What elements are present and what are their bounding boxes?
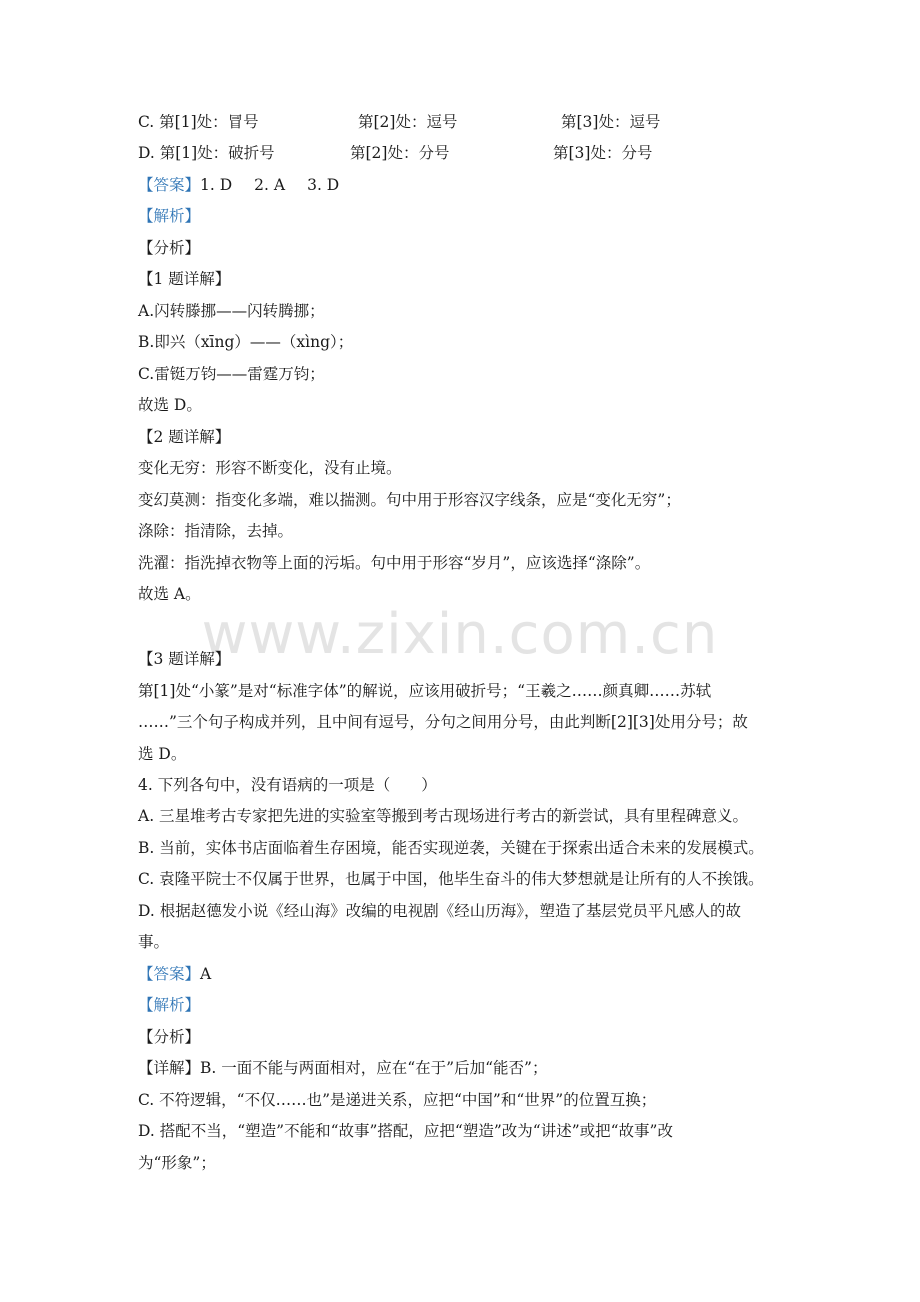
detail-1-line: C.雷铤万钧——雷霆万钧；	[138, 365, 325, 383]
detail-1-line: A.闪转滕挪——闪转腾挪；	[138, 302, 325, 320]
detail-2-line: 洗濯：指洗掉衣物等上面的污垢。句中用于形容“岁月”，应该选择“涤除”。	[138, 554, 651, 572]
question-4-option-c: C. 袁隆平院士不仅属于世界，也属于中国，他毕生奋斗的伟大梦想就是让所有的人不挨饿。	[138, 870, 764, 888]
option-c-p2: 第[2]处：逗号	[358, 113, 458, 131]
answer-tag: 【答案】	[138, 176, 201, 194]
question-4-option-d-cont: 事。	[138, 933, 170, 951]
q4-answer: A	[200, 965, 212, 983]
q4-detail-text: B. 一面不能与两面相对，应在“在于”后加“能否”；	[200, 1059, 548, 1077]
answer-3: 3. D	[307, 176, 340, 194]
option-c	[138, 111, 838, 133]
detail-2-line: 变幻莫测：指变化多端，难以揣测。句中用于形容汉字线条，应是“变化无穷”；	[138, 491, 681, 509]
q4-analysis-tag: 【解析】	[138, 996, 201, 1014]
question-4-option-b: B. 当前，实体书店面临着生存困境，能否实现逆袭，关键在于探索出适合未来的发展模式。	[138, 839, 764, 857]
fenxi-tag: 【分析】	[138, 239, 201, 257]
detail-1-line: 故选 D。	[138, 396, 202, 414]
question-4-stem: 4. 下列各句中，没有语病的一项是（ ）	[138, 776, 437, 794]
analysis-tag: 【解析】	[138, 207, 201, 225]
detail-2-line: 故选 A。	[138, 585, 201, 603]
answer-1: 1. D	[200, 176, 233, 194]
answer-line	[138, 174, 339, 196]
q4-detail-line-1	[138, 1057, 547, 1079]
question-4-option-a: A. 三星堆考古专家把先进的实验室等搬到考古现场进行考古的新尝试，具有里程碑意义。	[138, 807, 749, 825]
q4-answer-line	[138, 963, 211, 985]
detail-3-line: 选 D。	[138, 745, 187, 763]
q4-detail-line: 为“形象”；	[138, 1154, 216, 1172]
q4-detail-tag: 【详解】	[138, 1059, 201, 1077]
q4-answer-tag: 【答案】	[138, 965, 201, 983]
answer-2: 2. A	[254, 176, 286, 194]
detail-2-title: 【2 题详解】	[138, 428, 231, 446]
option-d	[138, 142, 838, 164]
detail-3-title: 【3 题详解】	[138, 650, 231, 668]
q4-detail-line: C. 不符逻辑，“不仅……也”是递进关系，应把“中国”和“世界”的位置互换；	[138, 1091, 657, 1109]
watermark: www.zixin.com.cn	[201, 602, 719, 667]
detail-2-line: 变化无穷：形容不断变化，没有止境。	[138, 459, 402, 477]
option-d-p1: D. 第[1]处：破折号	[138, 144, 275, 162]
option-c-p1: C. 第[1]处：冒号	[138, 113, 259, 131]
detail-3-line: ……”三个句子构成并列，且中间有逗号，分句之间用分号，由此判断[2][3]处用分号；故	[138, 713, 748, 731]
detail-1-line: B.即兴（xīng）——（xìng）；	[138, 333, 354, 351]
option-d-p2: 第[2]处：分号	[350, 144, 450, 162]
question-4-option-d: D. 根据赵德发小说《经山海》改编的电视剧《经山历海》，塑造了基层党员平凡感人的故	[138, 902, 741, 920]
detail-3-line: 第[1]处“小篆”是对“标准字体”的解说，应该用破折号；“王羲之……颜真卿……苏轼	[138, 682, 712, 700]
detail-1-title: 【1 题详解】	[138, 270, 231, 288]
q4-detail-line: D. 搭配不当，“塑造”不能和“故事”搭配，应把“塑造”改为“讲述”或把“故事”改	[138, 1122, 673, 1140]
q4-fenxi-tag: 【分析】	[138, 1028, 201, 1046]
detail-2-line: 涤除：指清除，去掉。	[138, 522, 294, 540]
option-d-p3: 第[3]处：分号	[553, 144, 653, 162]
option-c-p3: 第[3]处：逗号	[561, 113, 661, 131]
